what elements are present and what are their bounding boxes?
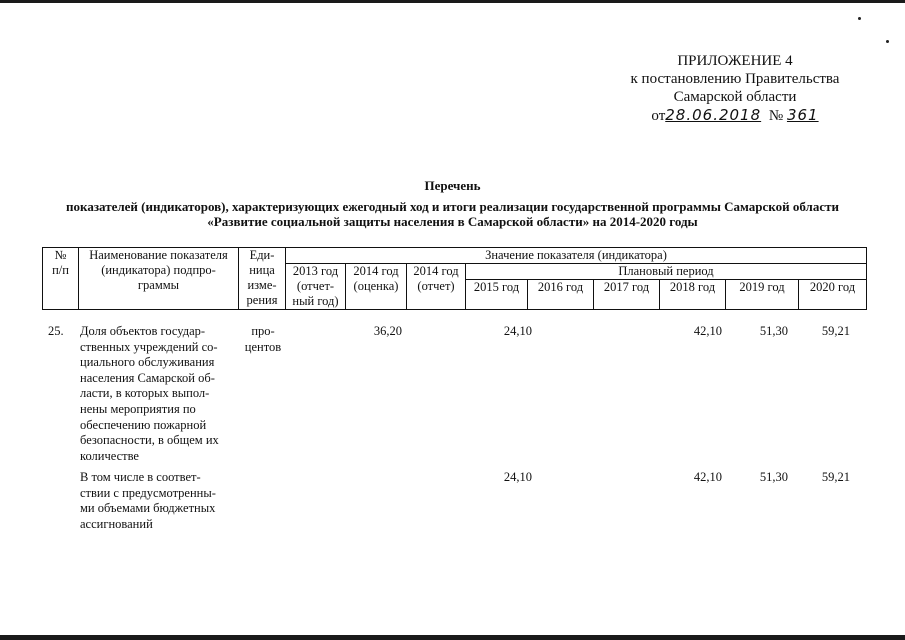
document-heading: [40, 178, 865, 229]
header-num-line: №: [54, 248, 67, 262]
row-unit-line: про-: [251, 324, 275, 338]
appendix-block: [600, 52, 870, 125]
header-2013-line: (отчет-: [296, 279, 335, 293]
header-2014-estimate: [346, 264, 407, 310]
header-value-group: Значение показателя (индикатора): [286, 248, 867, 264]
header-unit-line: изме-: [247, 278, 277, 292]
header-unit: [239, 248, 286, 310]
header-2014-estimate-line: 2014 год: [353, 264, 399, 278]
value-2020: 59,21: [821, 470, 850, 484]
value-2015: 24,10: [503, 470, 532, 484]
row-indicator-name: [80, 324, 240, 464]
header-unit-line: ница: [249, 263, 275, 277]
scan-bottom-edge: [0, 635, 905, 640]
header-2014-estimate-line: (оценка): [353, 279, 399, 293]
indicator-table-header: [42, 247, 867, 310]
heading-line-1: показателей (индикаторов), характеризующих ежегодный ход и итоги реализации государственной программы Самарской области: [66, 199, 839, 214]
header-name-line: Наименование показателя: [89, 248, 228, 262]
row-name-line: безопасности, в общем их: [80, 433, 219, 448]
value-2019: 51,30: [759, 324, 788, 338]
header-plan-year: 2020 год: [799, 280, 867, 310]
scan-top-edge: [0, 0, 905, 3]
value-2015: 24,10: [503, 324, 532, 338]
row-number: 25.: [48, 324, 64, 338]
header-name: [79, 248, 239, 310]
row-name-line: ласти, в которых выпол-: [80, 386, 210, 401]
value-2020: 59,21: [821, 324, 850, 338]
row-name-line: нены мероприятия по: [80, 401, 196, 416]
header-plan-group: Плановый период: [466, 264, 867, 280]
row-name-line: ми объемами бюджетных: [80, 501, 216, 516]
handwritten-number: 361: [786, 106, 819, 124]
row-name-line: ственных учреждений со-: [80, 339, 218, 354]
row-unit: [240, 324, 286, 355]
row-name-line: ствии с предусмотренны-: [80, 485, 216, 500]
header-2013-line: ный год): [292, 294, 339, 308]
header-name-line: граммы: [137, 278, 180, 292]
number-sign: №: [768, 108, 784, 124]
header-name-line: (индикатора) подпро-: [101, 263, 216, 277]
header-plan-year: 2016 год: [528, 280, 594, 310]
header-num: [43, 248, 79, 310]
row-name-line: циального обслуживания: [80, 355, 215, 370]
row-unit-line: центов: [244, 339, 282, 354]
appendix-line-1: к постановлению Правительства: [630, 71, 840, 87]
date-prefix: от: [651, 108, 666, 124]
value-2014-estimate: 36,20: [373, 324, 402, 338]
header-2013: [286, 264, 346, 310]
value-2018: 42,10: [693, 470, 722, 484]
header-plan-year: 2017 год: [594, 280, 660, 310]
header-2014-report-line: (отчет): [417, 279, 455, 293]
header-plan-year: 2015 год: [466, 280, 528, 310]
header-2014-report: [407, 264, 466, 310]
header-unit-line: рения: [246, 293, 278, 307]
scan-speck: [886, 40, 889, 43]
row-name-line: В том числе в соответ-: [80, 470, 201, 484]
header-unit-line: Еди-: [249, 248, 275, 262]
value-2018: 42,10: [693, 324, 722, 338]
appendix-line-2: Самарской области: [673, 89, 797, 105]
appendix-date-line: [600, 106, 870, 125]
header-2014-report-line: 2014 год: [413, 264, 459, 278]
header-2013-line: 2013 год: [292, 264, 339, 278]
row-name-line: населения Самарской об-: [80, 370, 215, 385]
appendix-title: ПРИЛОЖЕНИЕ 4: [677, 53, 793, 69]
header-num-line: п/п: [52, 263, 69, 277]
heading-title: Перечень: [424, 178, 481, 193]
scan-speck: [858, 17, 861, 20]
row-indicator-name: [80, 470, 240, 532]
row-name-line: обеспечению пожарной: [80, 417, 207, 432]
header-plan-year: 2018 год: [660, 280, 726, 310]
row-name-line: количестве: [80, 448, 139, 463]
header-plan-year: 2019 год: [726, 280, 799, 310]
value-2019: 51,30: [759, 470, 788, 484]
row-name-line: ассигнований: [80, 516, 153, 531]
row-name-line: Доля объектов государ-: [80, 324, 206, 338]
handwritten-date: 28.06.2018: [665, 106, 762, 124]
heading-line-2: «Развитие социальной защиты населения в Самарской области» на 2014-2020 годы: [207, 214, 698, 229]
